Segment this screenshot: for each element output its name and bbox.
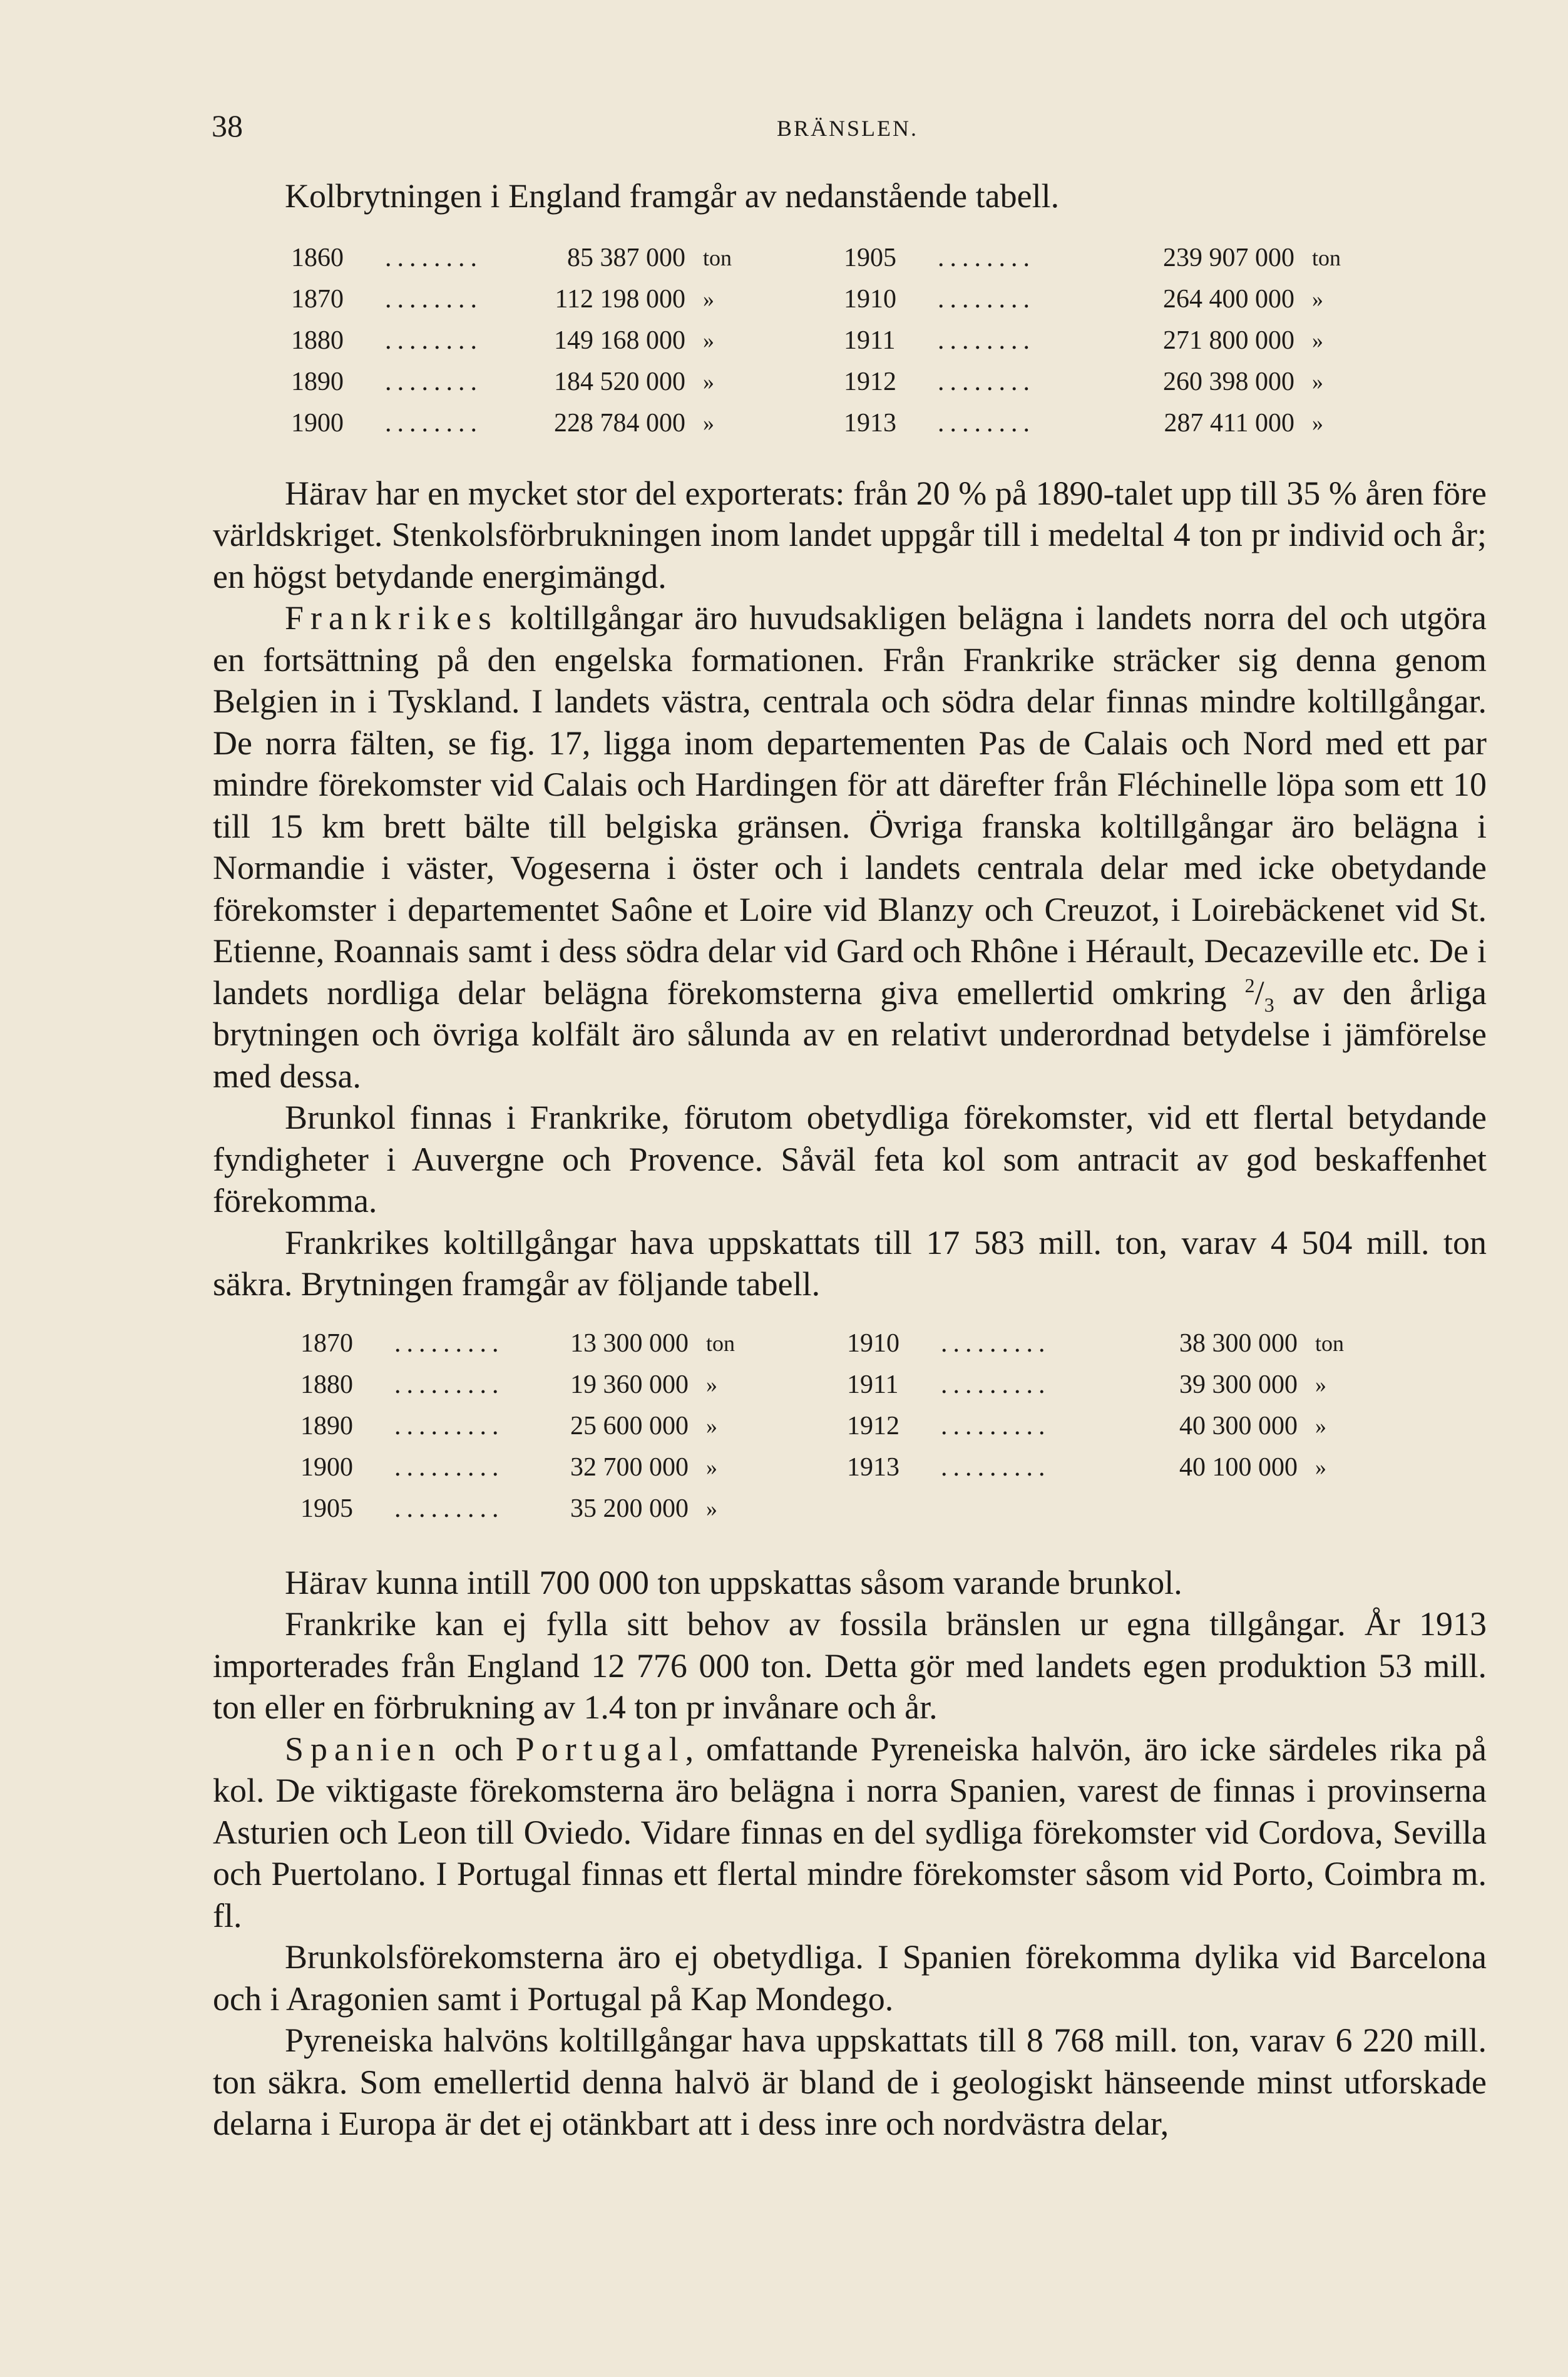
column-gap [769, 403, 844, 444]
table-row [291, 361, 1378, 403]
paragraph-france-coal: Frankrikes koltillgångar äro huvudsakligen belägna i landets norra del och utgöra en fortsättning på den engelska formationen. Från Frankrike sträcker sig denna genom Belgien in i Tyskland. I landets västra, centrala och södra delar finnas mindre koltillgångar. De norra fälten, se fig. 17, ligga inom departementen Pas de Calais och Nord med ett par mindre förekomster vid Calais och Hardingen för att därefter från Fléchinelle löpa som ett 10 till 15 km brett bälte till belgiska gränsen. Övriga franska koltillgångar äro belägna i Normandie i väster, Vogeserna i öster och i landets centrala delar med icke obetydande förekomster i departementet Saône et Loire vid Blanzy och Creuzot, i Loirebäckenet vid St. Etienne, Roannais samt i dess södra delar vid Gard och Rhône i Hérault, Decazeville etc. De i landets nordliga delar belägna förekomsterna giva emellertid omkring $^2/_3$ av den årliga brytningen och övriga kolfält äro sålunda av en relativt underordnad betydelse i jämförelse med dessa. [213, 599, 1487, 1095]
leader-dots: ........ [938, 408, 1035, 438]
year-cell: 1900 [291, 408, 344, 438]
unit-cell: » [1312, 410, 1323, 436]
unit-cell: » [1315, 1454, 1326, 1480]
unit-cell: » [1315, 1413, 1326, 1439]
table-row [291, 237, 1378, 279]
unit-cell: ton [703, 245, 732, 270]
unit-cell: ton [706, 1330, 735, 1356]
leader-dots: ......... [941, 1328, 1051, 1358]
year-cell: 1912 [847, 1411, 899, 1440]
year-cell: 1900 [300, 1452, 353, 1482]
table-row [291, 403, 1378, 444]
value-cell: 39 300 000 [1179, 1370, 1298, 1399]
lead-word-frankrikes: Frankrikes [285, 599, 498, 637]
paragraph-iberia-text: , omfattande Pyreneiska halvön, äro icke särdeles rika på kol. De viktigaste förekomsterna äro belägna i norra Spanien, varest de finnas i provinserna Asturien och Leon till Oviedo. Vidare finnas en del sydliga förekomster vid Cordova, Sevilla och Puertolano. I Portugal finnas ett flertal mindre förekomster såsom vid Porto, Coimbra m. fl. [213, 1730, 1487, 1934]
value-cell: 13 300 000 [570, 1328, 689, 1358]
value-cell: 19 360 000 [570, 1370, 689, 1399]
paragraph-france-reserves: Frankrikes koltillgångar hava uppskattats till 17 583 mill. ton, varav 4 504 mill. ton säkra. Brytningen framgår av följande tabell. [213, 1223, 1487, 1303]
value-cell: 228 784 000 [554, 408, 685, 438]
leader-dots: ........ [385, 326, 483, 355]
leader-dots: ........ [938, 284, 1035, 314]
year-cell: 1910 [847, 1328, 899, 1358]
year-cell: 1890 [291, 367, 344, 396]
paragraph-lignite-share: Härav kunna intill 700 000 ton uppskattas såsom varande brunkol. [285, 1563, 1182, 1601]
lead-word-portugal: Portugal [515, 1730, 685, 1768]
value-cell: 239 907 000 [1163, 243, 1294, 272]
leader-dots: ......... [941, 1452, 1051, 1482]
column-gap [772, 1364, 847, 1405]
year-cell: 1880 [300, 1370, 353, 1399]
value-cell: 287 411 000 [1164, 408, 1294, 438]
table-row [300, 1364, 1381, 1405]
leader-dots: ......... [394, 1494, 505, 1523]
leader-dots: ........ [385, 367, 483, 396]
unit-cell: » [706, 1413, 717, 1439]
unit-cell [1298, 1488, 1381, 1529]
year-cell: 1870 [300, 1328, 353, 1358]
page-number: 38 [212, 108, 243, 143]
column-gap [772, 1488, 847, 1529]
year-cell: 1912 [844, 367, 896, 396]
value-cell: 264 400 000 [1163, 284, 1294, 314]
year-cell: 1890 [300, 1411, 353, 1440]
word-och: och [441, 1730, 516, 1768]
column-gap [769, 237, 844, 279]
value-cell: 40 100 000 [1179, 1452, 1298, 1482]
unit-cell: » [1315, 1372, 1326, 1397]
fraction-numerator: 2 [1244, 973, 1255, 997]
value-cell: 149 168 000 [554, 326, 685, 355]
value-cell [1154, 1488, 1298, 1529]
year-cell: 1880 [291, 326, 344, 355]
unit-cell: ton [1312, 245, 1341, 270]
column-gap [772, 1447, 847, 1488]
year-cell: 1905 [844, 243, 896, 272]
running-title: BRÄNSLEN. [776, 116, 919, 141]
leader-dots: ........ [385, 284, 483, 314]
lead-word-spanien: Spanien [285, 1730, 442, 1768]
unit-cell: » [1312, 369, 1323, 394]
leader-dots: ........ [938, 243, 1035, 272]
unit-cell: » [703, 369, 714, 394]
unit-cell: » [703, 410, 714, 436]
table-row [300, 1405, 1381, 1447]
england-coal-table [291, 237, 1378, 444]
leader-dots: ........ [938, 367, 1035, 396]
france-coal-table [300, 1323, 1381, 1529]
table-row [291, 279, 1378, 320]
value-cell: 184 520 000 [554, 367, 685, 396]
leader-dots: ......... [394, 1328, 505, 1358]
unit-cell: » [703, 327, 714, 353]
column-gap [769, 279, 844, 320]
table-row [300, 1447, 1381, 1488]
value-cell: 35 200 000 [570, 1494, 689, 1523]
year-cell: 1913 [847, 1452, 899, 1482]
year-cell [847, 1488, 941, 1529]
england-table-body [291, 237, 1378, 444]
table-row [300, 1323, 1381, 1364]
paragraph-iberia-reserves: Pyreneiska halvöns koltillgångar hava uppskattats till 8 768 mill. ton, varav 6 220 mill. ton säkra. Som emellertid denna halvö är bland de i geologiskt hänseende minst utforskade delarna i Europa är det ej otänkbart att i dess inre och nordvästra delar, [213, 2021, 1487, 2142]
france-table-body [300, 1323, 1381, 1529]
value-cell: 38 300 000 [1179, 1328, 1298, 1358]
unit-cell: » [706, 1372, 717, 1397]
year-cell: 1911 [847, 1370, 899, 1399]
unit-cell: » [703, 286, 714, 312]
page-header [212, 108, 1483, 151]
column-gap [772, 1405, 847, 1447]
year-cell: 1905 [300, 1494, 353, 1523]
unit-cell: » [1312, 327, 1323, 353]
leader-dots: ......... [941, 1370, 1051, 1399]
value-cell: 260 398 000 [1163, 367, 1294, 396]
paragraph-export: Härav har en mycket stor del exporterats: från 20 % på 1890-talet upp till 35 % åren före världskriget. Stenkolsförbrukningen inom landet uppgår till i medeltal 4 ton pr individ och år; en högst betydande energimängd. [213, 474, 1487, 595]
column-gap [769, 361, 844, 403]
year-cell: 1910 [844, 284, 896, 314]
table-row [291, 320, 1378, 361]
table-row [300, 1488, 1381, 1529]
paragraph-iberia [213, 1728, 1487, 1937]
value-cell: 271 800 000 [1163, 326, 1294, 355]
paragraph-france-coal-text-end: av den årliga brytningen och övriga kolfält äro sålunda av en relativt underordnad betydelse i jämförelse med dessa. [213, 973, 1487, 1095]
column-gap [769, 320, 844, 361]
year-cell: 1860 [291, 243, 344, 272]
paragraph-france-lignite: Brunkol finnas i Frankrike, förutom obetydliga förekomster, vid ett flertal betydande fyndigheter i Auvergne och Provence. Såväl feta kol som antracit av god beskaffenhet förekomma. [213, 1099, 1487, 1219]
value-cell: 85 387 000 [567, 243, 685, 272]
leader-dots: ......... [394, 1411, 505, 1440]
year-cell: 1911 [844, 326, 896, 355]
value-cell: 32 700 000 [570, 1452, 689, 1482]
leader-dots: ........ [385, 243, 483, 272]
intro-paragraph: Kolbrytningen i England framgår av nedanstående tabell. [285, 177, 1060, 215]
leader-dots: ......... [394, 1370, 505, 1399]
paragraph-france-coal-text: koltillgångar äro huvudsakligen belägna i landets norra del och utgöra en fortsättning på den engelska formationen. Från Frankrike sträcker sig denna genom Belgien in i Tyskland. I landets västra, centrala och södra delar finnas mindre koltillgångar. De norra fälten, se fig. 17, ligga inom departementen Pas de Calais och Nord med ett par mindre förekomster vid Calais och Hardingen för att därefter från Fléchinelle löpa som ett 10 till 15 km brett bälte till belgiska gränsen. Övriga franska koltillgångar äro belägna i Normandie i väster, Vogeserna i öster och i landets centrala delar med icke obetydande förekomster i departementet Saône et Loire vid Blanzy och Creuzot, i Loirebäckenet vid St. Etienne, Roannais samt i dess södra delar vid Gard och Rhône i Hérault, Decazeville etc. De i landets nordliga delar belägna förekomsterna giva emellertid omkring [213, 599, 1487, 1012]
leader-dots: ......... [394, 1452, 505, 1482]
unit-cell: ton [1315, 1330, 1345, 1356]
year-cell: 1913 [844, 408, 896, 438]
leader-dots: ........ [385, 408, 483, 438]
unit-cell: » [706, 1496, 717, 1521]
unit-cell: » [706, 1454, 717, 1480]
fraction-denominator: 3 [1264, 993, 1274, 1016]
value-cell: 25 600 000 [570, 1411, 689, 1440]
year-cell: 1870 [291, 284, 344, 314]
paragraph-iberia-lignite: Brunkolsförekomsterna äro ej obetydliga. I Spanien förekomma dylika vid Barcelona och i Aragonien samt i Portugal på Kap Mondego. [213, 1938, 1487, 2018]
value-cell: 112 198 000 [555, 284, 685, 314]
value-cell: 40 300 000 [1179, 1411, 1298, 1440]
column-gap [772, 1323, 847, 1364]
paragraph-france-imports: Frankrike kan ej fylla sitt behov av fossila bränslen ur egna tillgångar. År 1913 importerades från England 12 776 000 ton. Detta gör med landets egen produktion 53 mill. ton eller en förbrukning av 1.4 ton pr invånare och år. [213, 1605, 1487, 1726]
leader-dots [941, 1488, 1154, 1529]
leader-dots: ......... [941, 1411, 1051, 1440]
unit-cell: » [1312, 286, 1323, 312]
leader-dots: ........ [938, 326, 1035, 355]
page-body [213, 175, 1487, 2145]
